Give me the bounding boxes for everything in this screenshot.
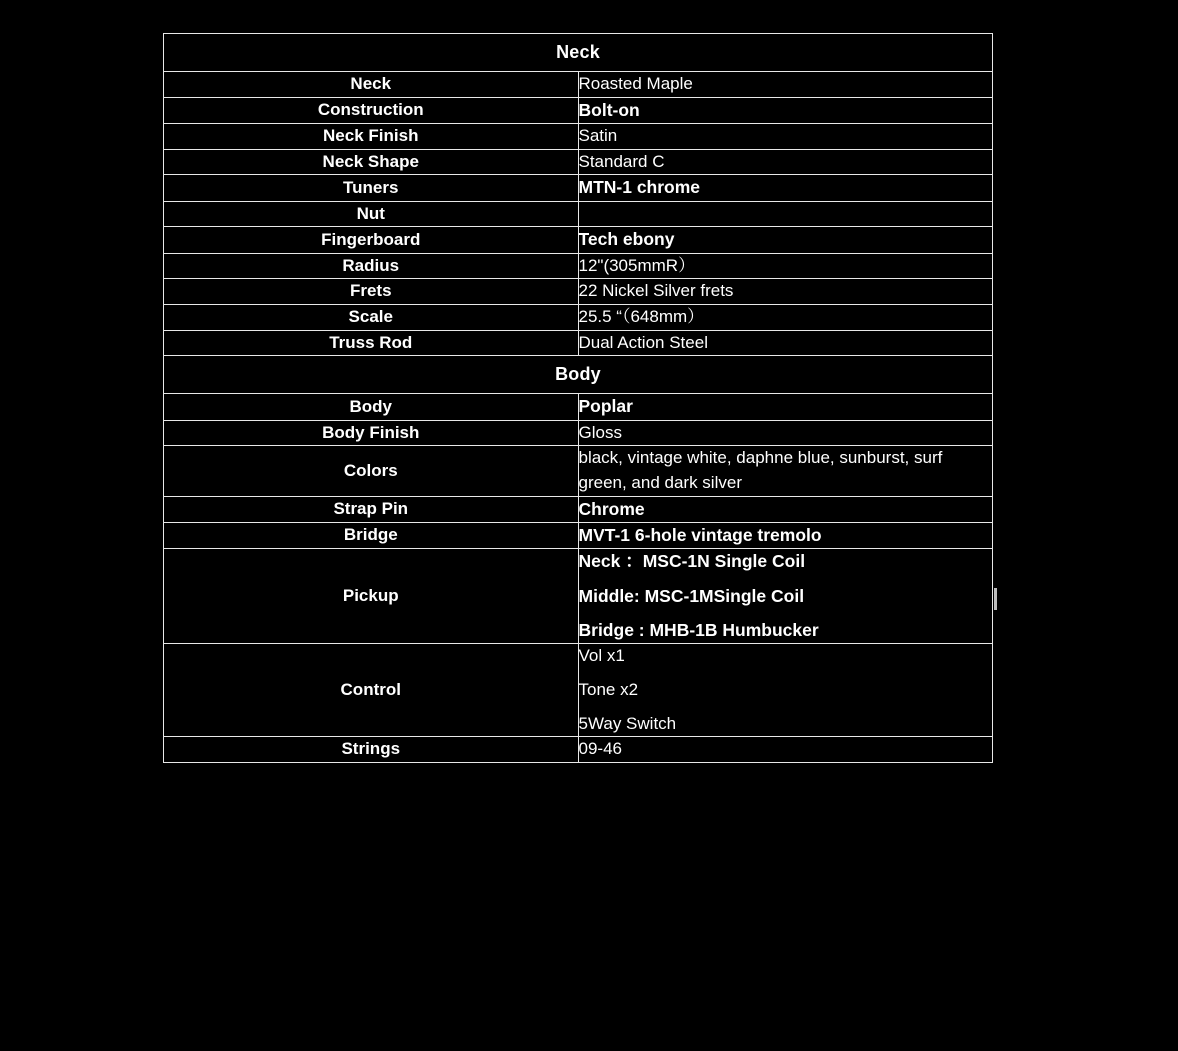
table-row — [164, 522, 993, 548]
row-value: Standard C — [578, 149, 993, 175]
scrollbar-tick[interactable] — [994, 588, 997, 610]
row-label: Radius — [164, 253, 579, 279]
row-value: Poplar — [578, 394, 993, 420]
row-label: Nut — [164, 201, 579, 227]
row-label: Neck Shape — [164, 149, 579, 175]
table-row — [164, 420, 993, 446]
table-row — [164, 97, 993, 123]
row-label: Strap Pin — [164, 496, 579, 522]
section-header-row — [164, 34, 993, 72]
row-label: Control — [164, 644, 579, 737]
row-value: 25.5 “（648mm） — [578, 304, 993, 330]
table-row — [164, 279, 993, 305]
row-label: Pickup — [164, 549, 579, 644]
section-header-row — [164, 356, 993, 394]
row-label: Bridge — [164, 522, 579, 548]
row-value: Bolt-on — [578, 97, 993, 123]
table-row — [164, 446, 993, 496]
table-row — [164, 644, 993, 737]
row-label: Strings — [164, 737, 579, 763]
pickup-neck-line: Neck ：MSC-1N Single Coil — [578, 551, 806, 572]
table-row — [164, 149, 993, 175]
row-label: Fingerboard — [164, 227, 579, 253]
control-tone-line: Tone x2 — [578, 680, 639, 700]
row-label: Scale — [164, 304, 579, 330]
row-value — [578, 201, 993, 227]
row-value-multiline — [578, 549, 993, 644]
pickup-bridge-line: Bridge : MHB-1B Humbucker — [578, 620, 819, 641]
control-vol-line: Vol x1 — [578, 646, 625, 666]
row-value: Tech ebony — [578, 227, 993, 253]
section-header-neck: Neck — [164, 34, 993, 72]
row-label: Frets — [164, 279, 579, 305]
table-row — [164, 304, 993, 330]
row-value: black, vintage white, daphne blue, sunburst, surf green, and dark silver — [578, 446, 993, 496]
row-value: Roasted Maple — [578, 72, 993, 98]
specification-table-body — [164, 34, 993, 763]
row-value: MVT-1 6-hole vintage tremolo — [578, 522, 993, 548]
table-row — [164, 496, 993, 522]
pickup-middle-line: Middle: MSC-1MSingle Coil — [578, 585, 805, 606]
table-row — [164, 549, 993, 644]
table-row — [164, 253, 993, 279]
table-row — [164, 201, 993, 227]
table-row — [164, 175, 993, 201]
row-label: Tuners — [164, 175, 579, 201]
specification-table — [163, 33, 993, 763]
row-label: Colors — [164, 446, 579, 496]
row-value: Dual Action Steel — [578, 330, 993, 356]
row-label: Neck — [164, 72, 579, 98]
row-label: Body — [164, 394, 579, 420]
specification-table-container — [163, 33, 993, 763]
table-row — [164, 72, 993, 98]
table-row — [164, 737, 993, 763]
row-label: Construction — [164, 97, 579, 123]
row-value: 12"(305mmR） — [578, 253, 993, 279]
table-row — [164, 330, 993, 356]
row-value: Satin — [578, 124, 993, 150]
row-value: Chrome — [578, 496, 993, 522]
row-value-multiline — [578, 644, 993, 737]
row-value: 09-46 — [578, 737, 993, 763]
row-label: Neck Finish — [164, 124, 579, 150]
control-switch-line: 5Way Switch — [578, 713, 677, 733]
row-label: Truss Rod — [164, 330, 579, 356]
table-row — [164, 394, 993, 420]
row-value: MTN-1 chrome — [578, 175, 993, 201]
table-row — [164, 124, 993, 150]
row-label: Body Finish — [164, 420, 579, 446]
section-header-body: Body — [164, 356, 993, 394]
row-value: 22 Nickel Silver frets — [578, 279, 993, 305]
table-row — [164, 227, 993, 253]
row-value: Gloss — [578, 420, 993, 446]
